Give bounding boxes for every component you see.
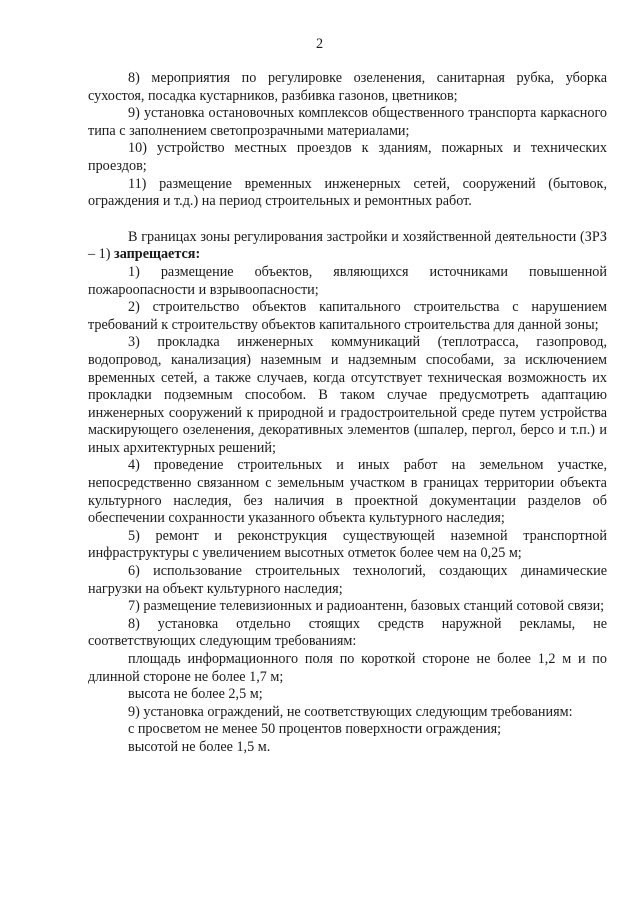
section-gap [88,211,607,229]
list-item: 10) устройство местных проездов к зданиям, пожарных и технических проездов; [88,140,607,174]
list-item: 3) прокладка инженерных коммуникаций (теплотрасса, газопровод, водопровод, канализация) наземным и надземным способами, за исключением временных сетей, а также случаев, когда отсутствует техническая возможность их прокладки подземным способом. В таком случае предусмотреть адаптацию инженерных сооружений к природной и градостроительной среде путем устройства маскирующего озеленения, декоративных элементов (шпалер, пергол, берсо и т.п.) и иных архитектурных решений; [88,334,607,456]
list-item: 8) мероприятия по регулировке озеленения, санитарная рубка, уборка сухостоя, посадка кустарников, разбивка газонов, цветников; [88,70,607,104]
requirement-line: высотой не более 1,5 м. [128,738,271,755]
zone-intro-text: В границах зоны регулирования застройки и хозяйственной деятельности (ЗРЗ – 1) [88,228,607,263]
page-number: 2 [315,36,324,52]
list-item: 2) строительство объектов капитального строительства с нарушением требований к строительству объектов капитального строительства для данной зоны; [88,299,607,333]
list-item: 9) установка ограждений, не соответствующих следующим требованиям: [128,703,573,720]
list-item: 7) размещение телевизионных и радиоантенн, базовых станций сотовой связи; [128,598,605,615]
list-item: 5) ремонт и реконструкция существующей наземной транспортной инфраструктуры с увеличением высотных отметок более чем на 0,25 м; [88,527,607,562]
requirement-line: высота не более 2,5 м; [128,686,263,703]
page-number-container [0,36,639,54]
list-item: 9) установка остановочных комплексов общественного транспорта каркасного типа с заполнением светопрозрачными материалами; [88,105,607,139]
requirement-line: с просветом не менее 50 процентов поверхности ограждения; [128,721,502,738]
list-item: 11) размещение временных инженерных сетей, сооружений (бытовок, ограждения и т.д.) на период строительных и ремонтных работ. [88,175,607,210]
zone-intro-paragraph [88,229,607,264]
list-item: 8) установка отдельно стоящих средств наружной рекламы, не соответствующих следующим требованиям: [88,615,607,650]
document-body [88,70,607,757]
list-item: 6) использование строительных технологий, создающих динамические нагрузки на объект культурного наследия; [88,563,607,597]
list-item: 1) размещение объектов, являющихся источниками повышенной пожароопасности и взрывоопасности; [88,263,607,298]
requirement-line: площадь информационного поля по короткой стороне не более 1,2 м и по длинной стороне не более 1,7 м; [88,651,607,685]
zone-intro-bold: запрещается: [114,246,201,263]
list-item: 4) проведение строительных и иных работ на земельном участке, непосредственно связанном с земельным участком в границах территории объекта культурного наследия, без наличия в проектной документации разделов об обеспечении сохранности указанного объекта культурного наследия; [88,457,607,527]
